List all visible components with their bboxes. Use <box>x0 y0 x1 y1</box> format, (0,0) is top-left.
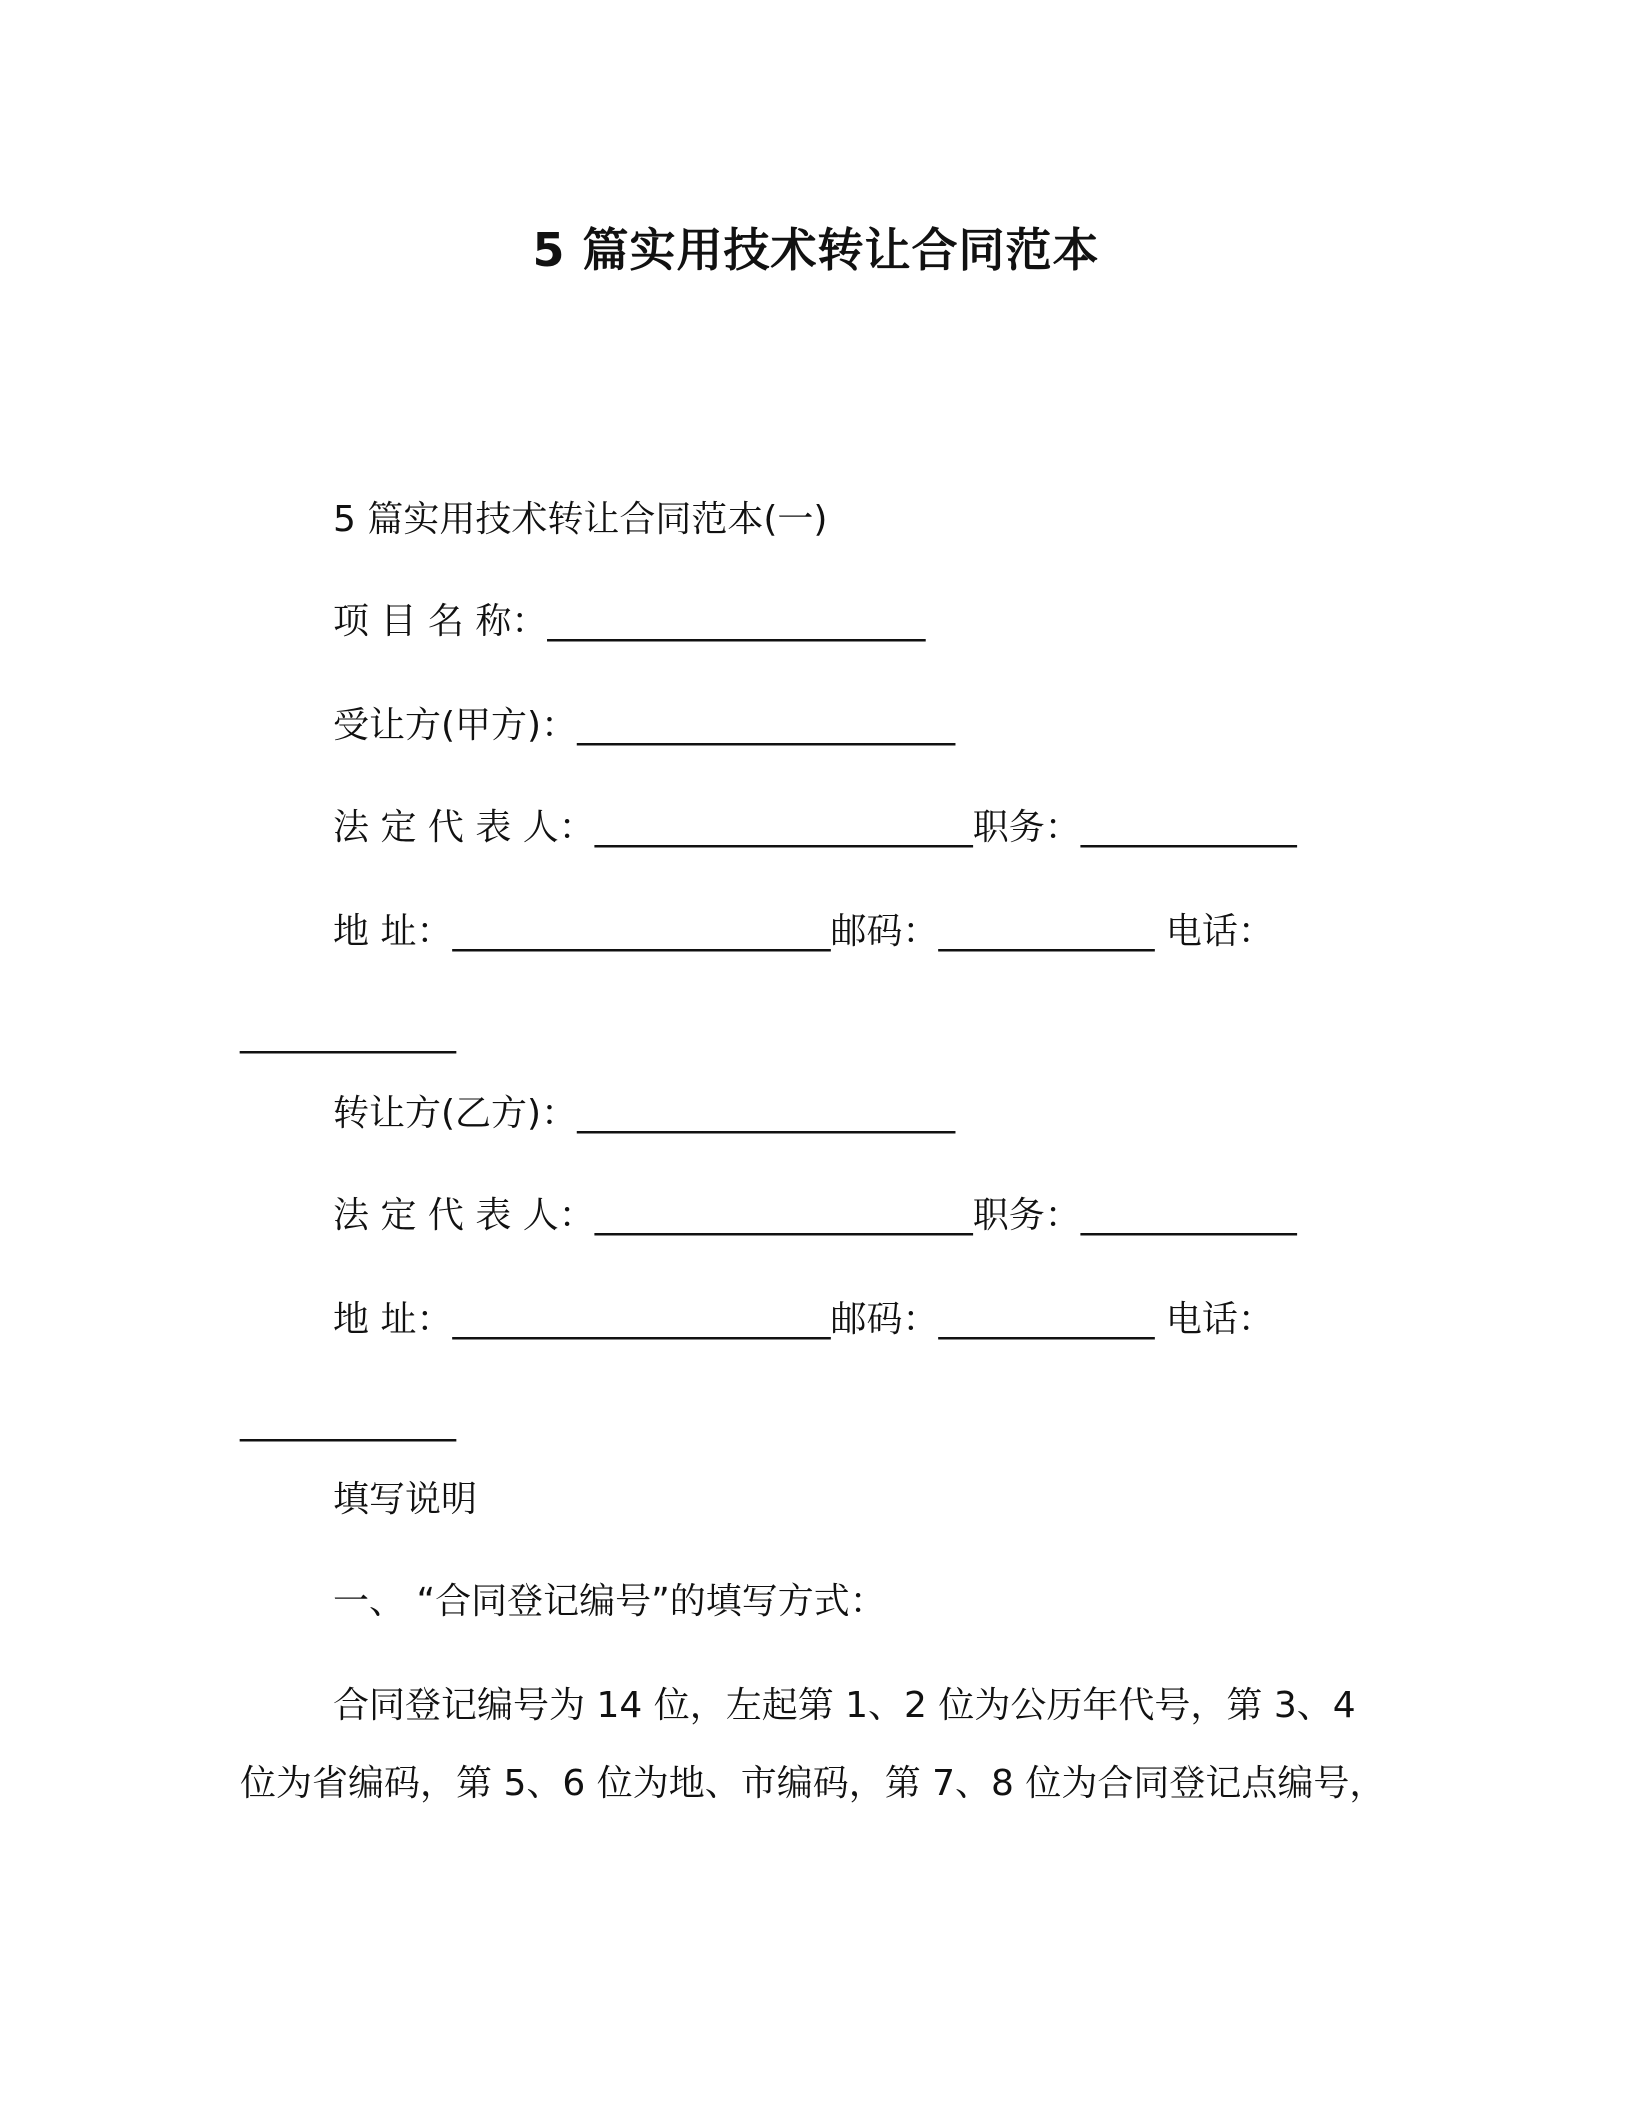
section-heading: 5 篇实用技术转让合同范本(一) <box>333 499 828 540</box>
paragraph-line-2: 位为省编码，第 5、6 位为地、市编码，第 7、8 位为合同登记点编号， <box>240 1763 1386 1804</box>
party-b-representative-field: 法 定 代 表 人：_____________________职务：____________ <box>333 1195 1297 1236</box>
document-title: 5 篇实用技术转让合同范本 <box>532 223 1100 277</box>
instructions-heading: 填写说明 <box>333 1479 478 1520</box>
instruction-item-heading: 一、 “合同登记编号”的填写方式： <box>333 1581 886 1622</box>
paragraph-line-1: 合同登记编号为 14 位，左起第 1、2 位为公历年代号，第 3、4 <box>333 1685 1356 1726</box>
project-name-field: 项 目 名 称：_____________________ <box>333 601 926 642</box>
party-a-phone-blank: ____________ <box>240 1013 456 1054</box>
party-a-address-field: 地 址：_____________________邮码：____________ 电话： <box>333 911 1274 952</box>
party-b-phone-blank: ____________ <box>240 1401 456 1442</box>
party-b-address-field: 地 址：_____________________邮码：____________ 电话： <box>333 1299 1274 1340</box>
party-b-field: 转让方(乙方)：_____________________ <box>333 1093 956 1134</box>
party-a-representative-field: 法 定 代 表 人：_____________________职务：____________ <box>333 807 1297 848</box>
party-a-field: 受让方(甲方)：_____________________ <box>333 705 956 746</box>
